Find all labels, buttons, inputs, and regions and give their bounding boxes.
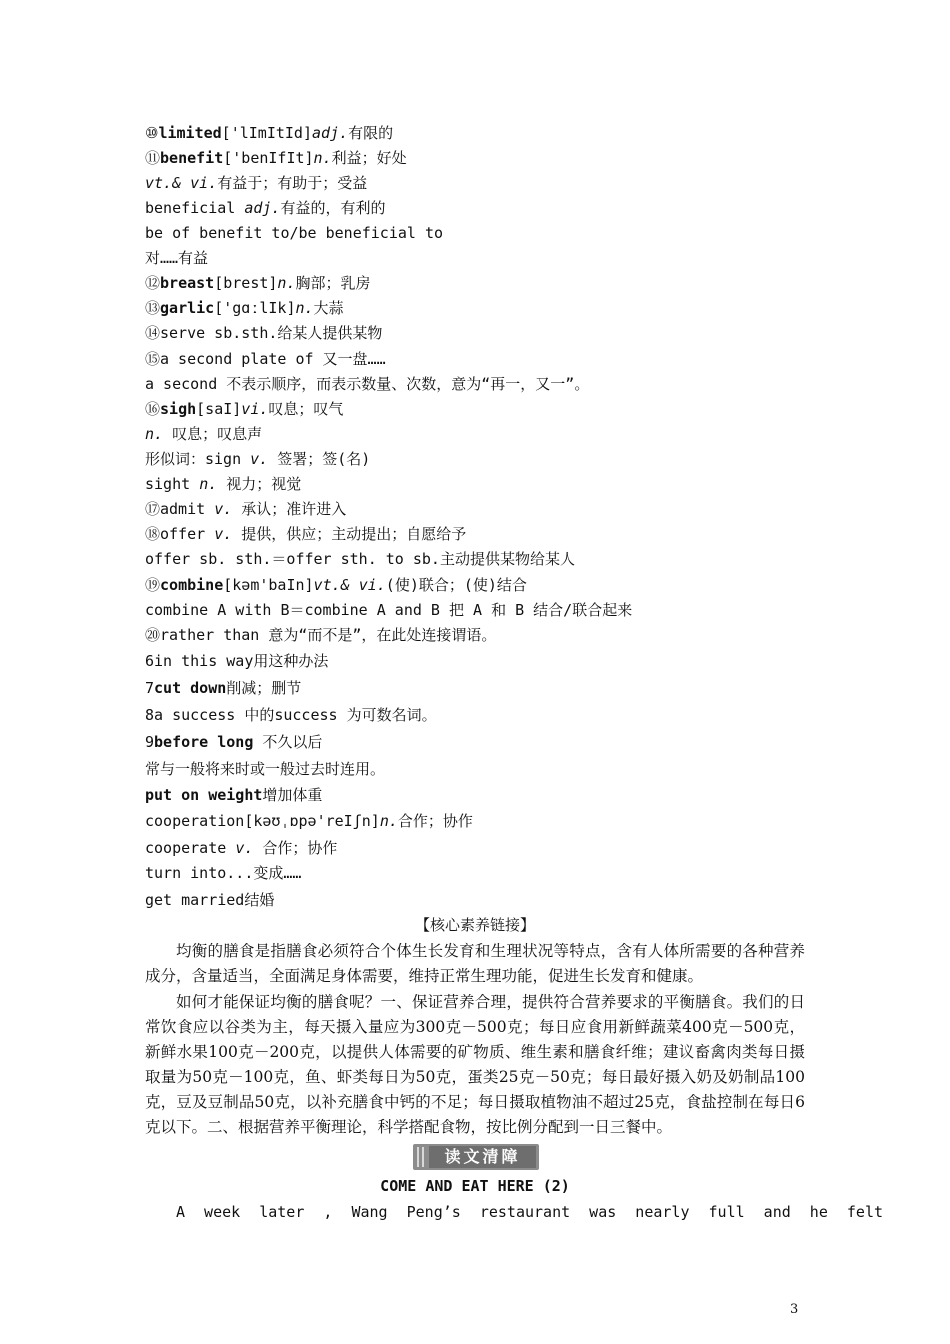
vocab-line-before-long: 9before long 不久以后 — [145, 733, 323, 751]
vocab-line-phrase-meaning: 对……有益 — [145, 249, 209, 267]
vocab-line-phrase: be of benefit to/be beneficial to — [145, 224, 444, 242]
vocab-line-put-on-weight: put on weight增加体重 — [145, 786, 323, 804]
vocab-line-sigh-noun: n. 叹息；叹息声 — [145, 425, 263, 443]
vocab-line-beneficial: beneficial adj.有益的，有利的 — [145, 199, 386, 217]
core-paragraph-2: 如何才能保证均衡的膳食呢？一、保证营养合理，提供符合营养要求的平衡膳食。我们的日常饮食应以谷类为主，每天摄入量应为300克－500克；每日应食用新鲜蔬菜400克－500克，新鲜水果100克－200克，以提供人体需要的矿物质、维生素和膳食纤维；建议畜禽肉类每日摄取量为50克－100克，鱼、虾类每日为50克，蛋类25克－50克；每日最好摄入奶及奶制品100克，豆及豆制品50克，以补充膳食中钙的不足；每日摄取植物油不超过25克，食盐控制在每日6克以下。二、根据营养平衡理论，科学搭配食物，按比例分配到一日三餐中。 — [145, 993, 805, 1136]
vocab-line-sign: 形似词：sign v. 签署；签(名) — [145, 450, 371, 468]
vocab-line-benefit: ⑪benefit['benIfIt]n.利益；好处 — [145, 149, 407, 167]
reading-section-banner — [413, 1144, 539, 1170]
vocab-line-benefit-verb: vt.& vi.有益于；有助于；受益 — [145, 174, 368, 192]
core-paragraph-1: 均衡的膳食是指膳食必须符合个体生长发育和生理状况等特点，含有人体所需要的各种营养成分，含量适当，全面满足身体需要，维持正常生理功能，促进生长发育和健康。 — [145, 942, 805, 985]
vocab-line-in-this-way: 6in this way用这种办法 — [145, 652, 329, 670]
vocab-line-combine: ⑲combine[kəm'baIn]vt.& vi.(使)联合；(使)结合 — [145, 576, 527, 594]
vocab-line-turn-into: turn into...变成…… — [145, 864, 302, 882]
core-literacy-header: 【核心素养链接】 — [414, 916, 535, 934]
banner-label: 读文清障 — [429, 1146, 536, 1168]
vocab-line-success: 8a success 中的success 为可数名词。 — [145, 706, 437, 724]
vocab-line-get-married: get married结婚 — [145, 891, 275, 909]
vocab-line-cooperation: cooperation[kəʊˌɒpə'reIʃn]n.合作；协作 — [145, 812, 473, 830]
vocab-line-sigh: ⑯sigh[saI]vi.叹息；叹气 — [145, 400, 344, 418]
banner-stripe — [422, 1147, 424, 1167]
vocab-line-sight: sight n. 视力；视觉 — [145, 475, 302, 493]
vocab-line-cut-down: 7cut down削减；删节 — [145, 679, 302, 697]
vocab-line-second-plate: ⑮a second plate of 又一盘…… — [145, 350, 386, 368]
vocab-line-second-note: a second 不表示顺序，而表示数量、次数，意为“再一，又一”。 — [145, 375, 590, 393]
page-number: 3 — [790, 1302, 799, 1317]
vocab-line-serve: ⑭serve sb.sth.给某人提供某物 — [145, 324, 383, 342]
vocab-line-tense-note: 常与一般将来时或一般过去时连用。 — [145, 760, 386, 778]
vocab-line-admit: ⑰admit v. 承认；准许进入 — [145, 500, 347, 518]
vocab-line-offer: ⑱offer v. 提供，供应；主动提出；自愿给予 — [145, 525, 467, 543]
vocab-line-combine-phrase: combine A with B＝combine A and B 把 A 和 B 结合/联合起来 — [145, 601, 633, 619]
vocab-line-rather-than: ⑳rather than 意为“而不是”，在此处连接谓语。 — [145, 626, 497, 644]
vocab-line-cooperate: cooperate v. 合作；协作 — [145, 839, 338, 857]
story-title: COME AND EAT HERE (2) — [380, 1177, 570, 1195]
vocab-line-breast: ⑫breast[brest]n.胸部；乳房 — [145, 274, 371, 292]
banner-stripe — [417, 1147, 419, 1167]
story-first-line: A week later , Wang Peng’s restaurant was nearly full and he felt — [176, 1203, 883, 1221]
vocab-line-garlic: ⑬garlic['gɑːlIk]n.大蒜 — [145, 299, 344, 317]
vocab-line-offer-phrase: offer sb. sth.＝offer sth. to sb.主动提供某物给某人 — [145, 550, 575, 568]
vocab-line-limited: ⑩limited['lImItId]adj.有限的 — [145, 124, 394, 142]
